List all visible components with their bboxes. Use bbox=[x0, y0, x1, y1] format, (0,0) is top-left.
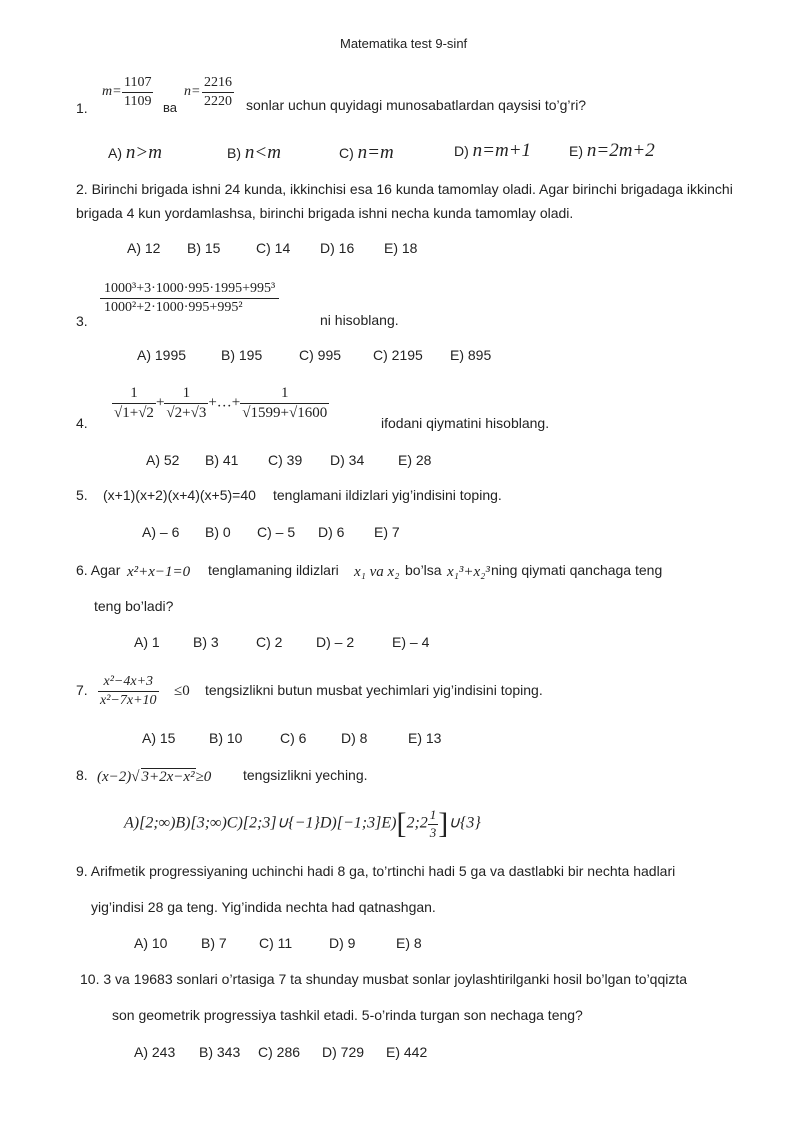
q1-n-var: n= bbox=[184, 84, 201, 99]
q5-option-c[interactable]: C) – 5 bbox=[257, 524, 296, 540]
q3-text: ni hisoblang. bbox=[320, 312, 399, 328]
q4-text: ifodani qiymatini hisoblang. bbox=[381, 415, 550, 431]
q8-answers[interactable]: A)[2;∞)B)[3;∞)C)[2;3]∪{−1}D)[−1;3]E)[2;2 $\frac{1}{3}$ ]∪{3} bbox=[124, 807, 481, 840]
q9-option-a[interactable]: A) 10 bbox=[134, 935, 168, 951]
q1-n-num: 2216 bbox=[202, 74, 234, 93]
q9-option-c[interactable]: C) 11 bbox=[259, 935, 293, 951]
q7-option-b[interactable]: B) 10 bbox=[209, 730, 243, 746]
q2-option-a[interactable]: A) 12 bbox=[127, 240, 161, 256]
q7-relation: ≤0 bbox=[174, 683, 190, 699]
q6-lead: 6. Agar bbox=[76, 562, 121, 578]
q6-equation: x²+x−1=0 bbox=[127, 564, 191, 580]
q5-option-a[interactable]: A) – 6 bbox=[142, 524, 180, 540]
q6-option-d[interactable]: D) – 2 bbox=[316, 634, 355, 650]
q6-option-a[interactable]: A) 1 bbox=[134, 634, 160, 650]
q1-option-d[interactable]: D) n=m+1 bbox=[454, 140, 532, 161]
q1-number: 1. bbox=[76, 100, 88, 116]
q1-option-c[interactable]: C) n=m bbox=[339, 142, 394, 163]
q2-option-d[interactable]: D) 16 bbox=[320, 240, 355, 256]
q3-option-e[interactable]: E) 895 bbox=[450, 347, 492, 363]
q6-mid: tenglamaning ildizlari bbox=[208, 562, 339, 578]
q4-option-c[interactable]: C) 39 bbox=[268, 452, 303, 468]
q3-option-a[interactable]: A) 1995 bbox=[137, 347, 187, 363]
q6-mid2: bo’lsa bbox=[405, 562, 442, 578]
q2-option-b[interactable]: B) 15 bbox=[187, 240, 221, 256]
page-title: Matematika test 9-sinf bbox=[340, 36, 468, 51]
q9-option-d[interactable]: D) 9 bbox=[329, 935, 356, 951]
q5-option-b[interactable]: B) 0 bbox=[205, 524, 231, 540]
q3-option-c[interactable]: C) 995 bbox=[299, 347, 342, 363]
q4-number: 4. bbox=[76, 415, 88, 431]
q9-text-line1: 9. Arifmetik progressiyaning uchinchi hadi 8 ga, to’rtinchi hadi 5 ga va dastlabki bir nechta hadlari bbox=[76, 863, 676, 879]
q8-text: tengsizlikni yeching. bbox=[243, 767, 368, 783]
q3-denominator: 1000²+2·1000·995+995² bbox=[104, 299, 243, 315]
q10-option-a[interactable]: A) 243 bbox=[134, 1044, 176, 1060]
q7-option-c[interactable]: C) 6 bbox=[280, 730, 307, 746]
q6-line2: teng bo’ladi? bbox=[94, 598, 174, 614]
q7-option-a[interactable]: A) 15 bbox=[142, 730, 176, 746]
q2-text: 2. Birinchi brigada ishni 24 kunda, ikkinchisi esa 16 kunda tamomlay oladi. Agar birinchi brigadaga ikkinchi brigada 4 kun yordamlashsa, birinchi brigada ishni necha kunda tamomlay oladi. bbox=[76, 181, 733, 221]
q6-roots: x₁ va x₂ bbox=[354, 564, 400, 580]
q8-number: 8. bbox=[76, 767, 88, 783]
q10-option-c[interactable]: C) 286 bbox=[258, 1044, 301, 1060]
q5-expression: (x+1)(x+2)(x+4)(x+5)=40 bbox=[103, 487, 256, 503]
q1-option-e[interactable]: E) n=2m+2 bbox=[569, 140, 655, 161]
q4-expression: $\frac{1}{√1+√2}$ + $\frac{1}{√2+√3}$ +…+ $\frac{1}{√1599+√1600}$ bbox=[114, 385, 328, 421]
q1-m-den: 1109 bbox=[124, 93, 152, 109]
q3-option-c2[interactable]: C) 2195 bbox=[373, 347, 423, 363]
q9-option-e[interactable]: E) 8 bbox=[396, 935, 422, 951]
q5-option-d[interactable]: D) 6 bbox=[318, 524, 345, 540]
q10-text-line2: son geometrik progressiya tashkil etadi. 5-o’rinda turgan son nechaga teng? bbox=[112, 1007, 583, 1023]
q10-option-b[interactable]: B) 343 bbox=[199, 1044, 241, 1060]
q10-text-line1: 10. 3 va 19683 sonlari o’rtasiga 7 ta shunday musbat sonlar joylashtirilganki hosil bo’lgan to’qqizta bbox=[80, 971, 688, 987]
q1-m-var: m= bbox=[102, 84, 122, 99]
q1-text: sonlar uchun quyidagi munosabatlardan qaysisi to’g’ri? bbox=[246, 97, 587, 113]
q3-option-b[interactable]: B) 195 bbox=[221, 347, 263, 363]
q3-number: 3. bbox=[76, 313, 88, 329]
q7-option-d[interactable]: D) 8 bbox=[341, 730, 368, 746]
q6-option-e[interactable]: E) – 4 bbox=[392, 634, 430, 650]
q7-text: tengsizlikni butun musbat yechimlari yig’indisini toping. bbox=[205, 682, 543, 698]
q2-option-e[interactable]: E) 18 bbox=[384, 240, 418, 256]
q6-tail: ning qiymati qanchaga teng bbox=[491, 562, 663, 578]
q4-option-e[interactable]: E) 28 bbox=[398, 452, 432, 468]
q1-m-fraction bbox=[122, 74, 153, 110]
q4-option-b[interactable]: B) 41 bbox=[205, 452, 239, 468]
q1-va: ва bbox=[163, 100, 177, 115]
q1-n-den: 2220 bbox=[204, 93, 232, 109]
q5-text: tenglamani ildizlari yig’indisini toping. bbox=[273, 487, 502, 503]
q6-option-c[interactable]: C) 2 bbox=[256, 634, 283, 650]
q9-text-line2: yig’indisi 28 ga teng. Yig’indida nechta had qatnashgan. bbox=[91, 899, 436, 915]
q1-option-a[interactable]: A) n>m bbox=[108, 142, 162, 163]
q6-sum: x₁³+x₂³ bbox=[447, 564, 490, 580]
q2-option-c[interactable]: C) 14 bbox=[256, 240, 291, 256]
q8-expression: (x−2)√ 3+2x−x²≥0 bbox=[97, 769, 212, 785]
q1-m-num: 1107 bbox=[122, 74, 153, 93]
q3-numerator: 1000³+3·1000·995·1995+995³ bbox=[100, 280, 279, 299]
q1-n-fraction bbox=[202, 74, 234, 110]
q1-option-b[interactable]: B) n<m bbox=[227, 142, 281, 163]
q10-option-d[interactable]: D) 729 bbox=[322, 1044, 365, 1060]
q5-number: 5. bbox=[76, 487, 88, 503]
q7-number: 7. bbox=[76, 682, 88, 698]
q7-option-e[interactable]: E) 13 bbox=[408, 730, 442, 746]
q7-fraction: $\frac{\text{x²−4x+3}}{\text{x²−7x+10}}$ bbox=[100, 674, 157, 708]
q4-option-d[interactable]: D) 34 bbox=[330, 452, 365, 468]
q5-option-e[interactable]: E) 7 bbox=[374, 524, 400, 540]
q3-fraction bbox=[100, 280, 279, 316]
q4-option-a[interactable]: A) 52 bbox=[146, 452, 180, 468]
q6-option-b[interactable]: B) 3 bbox=[193, 634, 219, 650]
q9-option-b[interactable]: B) 7 bbox=[201, 935, 227, 951]
q10-option-e[interactable]: E) 442 bbox=[386, 1044, 428, 1060]
